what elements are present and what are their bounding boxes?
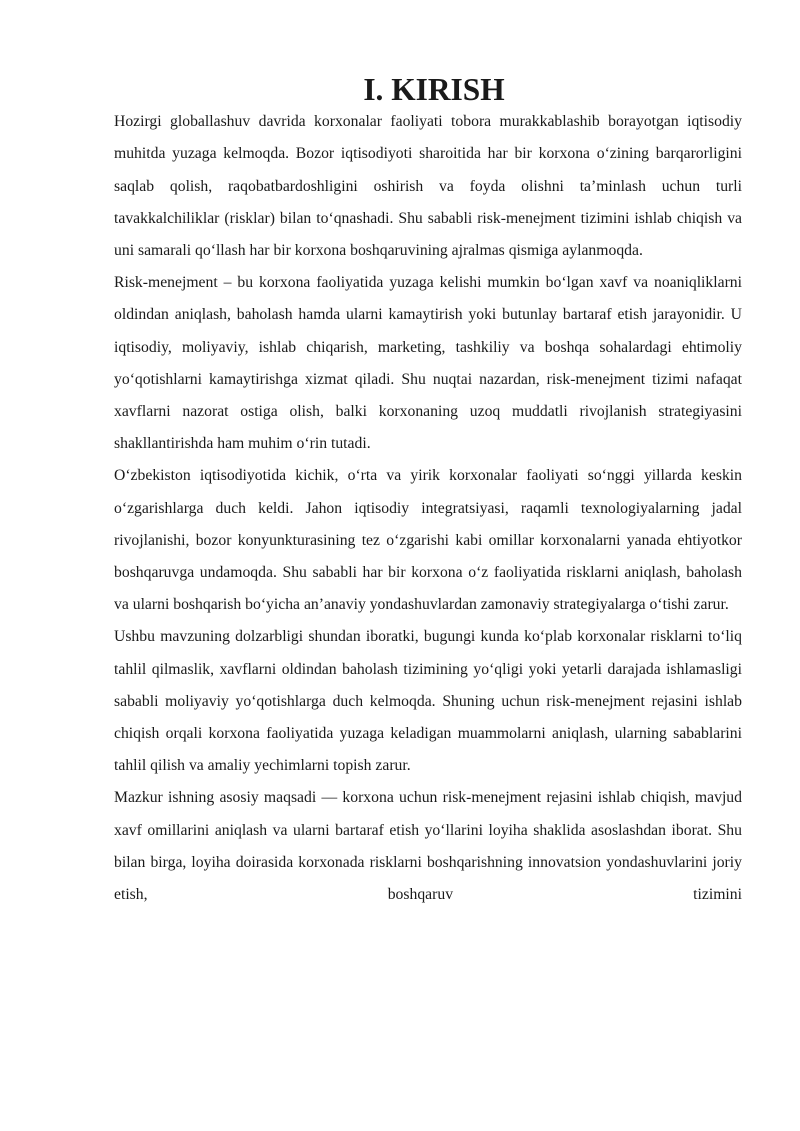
section-heading: I. KIRISH — [363, 72, 505, 107]
paragraph-intro: Hozirgi globallashuv davrida korxonalar faoliyati tobora murakkablashib borayotgan iqtisodiy muhitda yuzaga kelmoqda. Bozor iqtisodiyoti sharoitida har bir korxona o‘zining barqarorligini saqlab qolish, raqobatbardoshligini oshirish va foyda olishni ta’minlash uchun turli tavakkalchiliklar (risklar) bilan to‘qnashadi. Shu sababli risk-menejment tizimini ishlab chiqish va uni samarali qo‘llash har bir korxona boshqaruvining ajralmas qismiga aylanmoqda. — [114, 113, 742, 260]
paragraph-uzbekistan-context: O‘zbekiston iqtisodiyotida kichik, o‘rta va yirik korxonalar faoliyati so‘nggi yillarda keskin o‘zgarishlarga duch keldi. Jahon iqtisodiy integratsiyasi, raqamli texnologiyalarning jadal rivojlanishi, bozor konyunkturasining tez o‘zgarishi kabi omillar korxonalarni yanada ehtiyotkor boshqaruvga undamoqda. Shu sababli har bir korxona o‘z faoliyatida risklarni aniqlash, baholash va ularni boshqarish bo‘yicha an’anaviy yondashuvlardan zamonaviy strategiyalarga o‘tishi zarur. — [114, 467, 742, 614]
paragraph-risk-definition: Risk-menejment – bu korxona faoliyatida yuzaga kelishi mumkin bo‘lgan xavf va noaniqliklarni oldindan aniqlash, baholash hamda ularni kamaytirish yoki butunlay bartaraf etish jarayonidir. U iqtisodiy, moliyaviy, ishlab chiqarish, marketing, tashkiliy va boshqa sohalardagi ehtimoliy yo‘qotishlarni kamaytirishga xizmat qiladi. Shu nuqtai nazardan, risk-menejment tizimi nafaqat xavflarni nazorat ostiga olish, balki korxonaning uzoq muddatli rivojlanish strategiyasini shakllantirishda ham muhim o‘rin tutadi. — [114, 274, 742, 453]
document-page — [114, 74, 742, 911]
paragraph-goal: Mazkur ishning asosiy maqsadi — korxona uchun risk-menejment rejasini ishlab chiqish, mavjud xavf omillarini aniqlash va ularni bartaraf etish yo‘llarini loyiha shaklida asoslashdan iborat. Shu bilan birga, loyiha doirasida korxonada risklarni boshqarishning innovatsion yondashuvlarini joriy etish, boshqaruv tizimini — [114, 789, 742, 904]
paragraph-relevance: Ushbu mavzuning dolzarbligi shundan iboratki, bugungi kunda ko‘plab korxonalar risklarni to‘liq tahlil qilmaslik, xavflarni oldindan baholash tizimining yo‘qligi yoki yetarli darajada ishlamasligi sababli moliyaviy yo‘qotishlarga duch kelmoqda. Shuning uchun risk-menejment rejasini ishlab chiqish orqali korxona faoliyatida yuzaga keladigan muammolarni aniqlash, ularning sabablarini tahlil qilish va amaliy yechimlarni topish zarur. — [114, 628, 742, 775]
